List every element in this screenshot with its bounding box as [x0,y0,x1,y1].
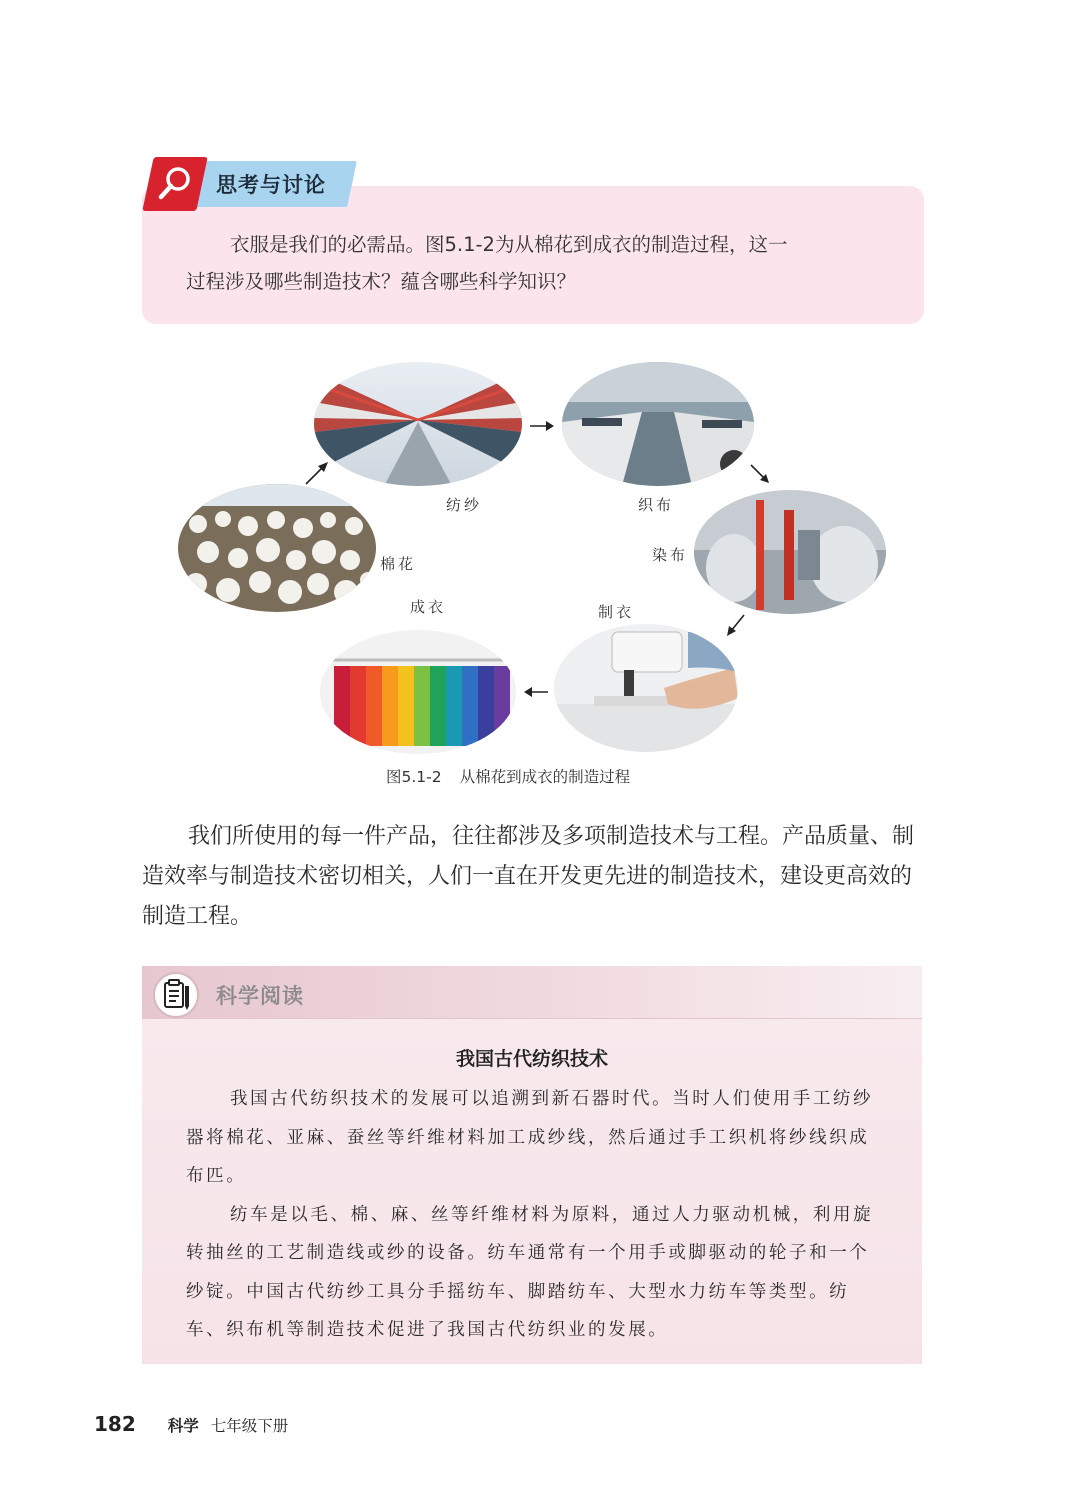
science-reading-title: 科学阅读 [216,984,304,1008]
article-title: 我国古代纺织技术 [455,1048,608,1070]
arrow-dyeing-to-sewing [724,612,748,638]
book-subject: 科学 [167,1417,199,1435]
dyeing-photo [694,490,886,614]
label-cotton: 棉花 [380,555,417,573]
arrow-cotton-to-spinning [302,458,332,488]
article-body [186,1080,882,1350]
garment-photo [320,630,516,754]
arrow-spinning-to-weaving [528,418,556,434]
page-number: 182 [94,1412,136,1436]
page-footer [94,1412,288,1436]
think-discuss-header [142,157,352,211]
label-garment: 成衣 [410,598,447,616]
label-dyeing: 染布 [652,546,689,564]
book-grade: 七年级下册 [210,1417,289,1435]
arrow-sewing-to-garment [522,684,550,700]
cotton-photo [178,484,376,612]
think-discuss-title: 思考与讨论 [216,173,326,197]
label-spinning: 纺纱 [446,496,483,514]
body-paragraph: 我们所使用的每一件产品，往往都涉及多项制造技术与工程。产品质量、制造效率与制造技术密切相关，人们一直在开发更先进的制造技术，建设更高效的制造工程。 [142,824,915,929]
label-sewing: 制衣 [598,603,635,621]
caption-number: 图5.1-2 [386,768,442,786]
think-paragraph-line2: 过程涉及哪些制造技术？蕴含哪些科学知识？ [186,270,577,293]
spinning-photo [314,362,522,486]
weaving-photo [562,362,754,486]
body-text [142,817,924,937]
magnifier-icon [154,163,196,205]
label-weaving: 织布 [638,496,675,514]
caption-text: 从棉花到成衣的制造过程 [459,768,631,786]
article-paragraph-1: 我国古代纺织技术的发展可以追溯到新石器时代。当时人们使用手工纺纱器将棉花、亚麻、蚕丝等纤维材料加工成纱线，然后通过手工织机将纱线织成布匹。 [186,1089,874,1186]
think-discuss-text [186,226,896,300]
sewing-photo [554,624,738,752]
think-paragraph-line1: 衣服是我们的必需品。图5.1-2为从棉花到成衣的制造过程，这一 [230,233,788,256]
article-paragraph-2: 纺车是以毛、棉、麻、丝等纤维材料为原料，通过人力驱动机械，利用旋转抽丝的工艺制造线或纱的设备。纺车通常有一个用手或脚驱动的轮子和一个纱锭。中国古代纺纱工具分手摇纺车、脚踏纺车、大型水力纺车等类型。纺车、织布机等制造技术促进了我国古代纺织业的发展。 [186,1204,874,1340]
clipboard-icon [152,971,200,1019]
figure-caption [386,765,630,787]
arrow-weaving-to-dyeing [748,462,772,486]
